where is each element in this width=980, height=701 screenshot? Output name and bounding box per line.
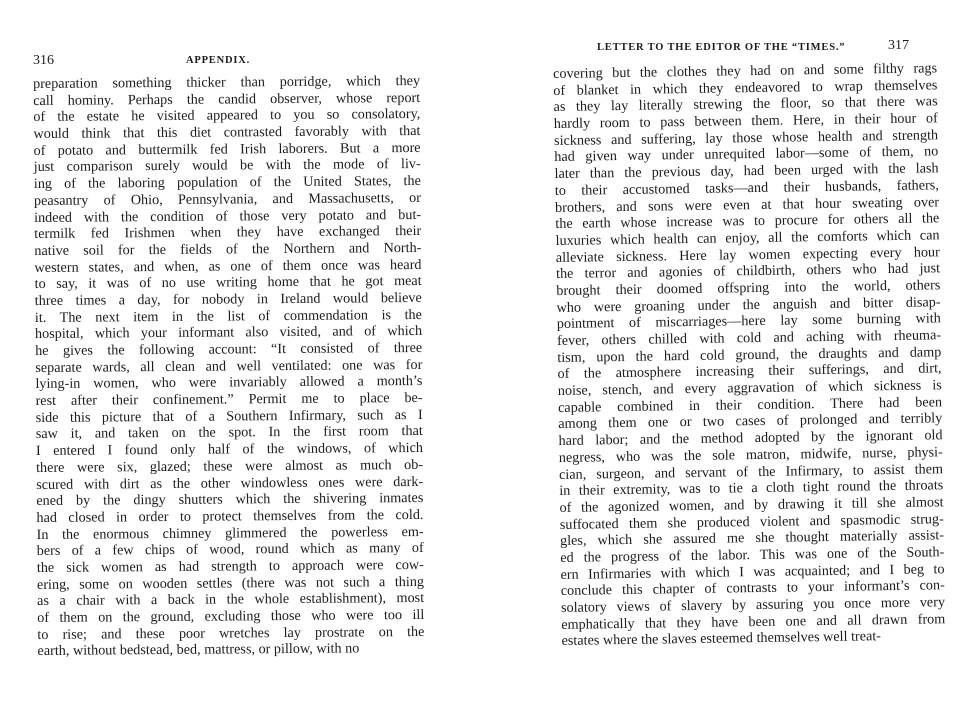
text-line: estates where the slaves esteemed themselves well treat- <box>561 628 882 650</box>
right-page-number: 317 <box>888 38 909 53</box>
text-line: as a chair with a back in the whole establishment), most <box>37 590 425 610</box>
text-line: saw it, and taken on the spot. In the first room that <box>35 423 423 443</box>
text-line: negress, who was the sole matron, midwife, nurse, physi- <box>558 444 943 466</box>
text-line: termilk fed Irishmen when they have exchanged their <box>34 223 422 243</box>
text-line: covering but the clothes they had on and some filthy rags <box>553 60 938 82</box>
text-line: among them one or two cases of prolonged and terribly <box>558 410 943 433</box>
text-line: three times a day, for nobody in Ireland would believe <box>34 289 422 309</box>
text-line: as they lay literally strewing the floor, so that there was <box>553 93 938 116</box>
text-line: just comparison surely would be with the mode of liv- <box>33 156 421 176</box>
text-line: he gives the following account: “It consisted of three <box>35 339 423 359</box>
left-page-number: 316 <box>33 53 54 68</box>
text-line: native soil for the fields of the Northern and North- <box>34 239 422 259</box>
text-line: who were groaning under the anguish and bitter disap- <box>556 293 941 316</box>
text-line: In the enormous chimney glimmered the powerless em- <box>36 523 424 543</box>
text-line: rest after their confinement.” Permit me to place be- <box>35 390 423 410</box>
text-line: I entered I found only half of the windows, of which <box>35 440 423 460</box>
text-line: of the estate he visited appeared to you so consolatory, <box>33 106 421 126</box>
text-line: earth, without bedstead, bed, mattress, or pillow, with no <box>37 640 360 660</box>
text-line: solatory views of slavery by assuring you once more very <box>560 594 946 616</box>
text-line: gles, which she assured me she thought materially assist- <box>559 527 945 550</box>
right-running-head: LETTER TO THE EDITOR OF THE “TIMES.” <box>597 42 846 53</box>
text-line: the sick women as had strength to approach were cow- <box>36 556 424 576</box>
text-line: tism, upon the hard cold ground, the draughts and damp <box>557 343 942 366</box>
text-line: suffocated them she produced violent and spasmodic strug- <box>559 510 944 533</box>
text-line: of the atmosphere increasing their sufferings, and dirt, <box>557 360 942 383</box>
text-line: noise, stench, and every aggravation of which sickness is <box>557 377 942 400</box>
text-line: luxuries which health can enjoy, all the comforts which can <box>555 227 940 249</box>
left-running-head: APPENDIX. <box>186 55 251 66</box>
text-line: separate wards, all clean and well ventilated: one was for <box>35 356 423 376</box>
text-line: indeed with the condition of those very potato and but- <box>34 206 422 226</box>
text-line: had closed in order to protect themselves from the cold. <box>36 506 424 526</box>
text-line: hard labor; and the method adopted by the ignorant old <box>558 427 943 450</box>
text-line: conclude this chapter of contrasts to your informant’s con- <box>560 577 945 600</box>
text-line: call hominy. Perhaps the candid observer, whose report <box>33 89 421 109</box>
text-line: it. The next item in the list of commendation is the <box>34 306 422 326</box>
text-line: there were six, glazed; these were almost as much ob- <box>36 456 424 476</box>
text-line: emphatically that they have been one and all drawn from <box>561 610 946 633</box>
text-line: fever, others chilled with cold and aching with rheuma- <box>556 327 942 349</box>
text-line: bers of a few chips of wood, round which as many of <box>36 540 424 560</box>
text-line: of them on the ground, excluding those who were too ill <box>37 606 425 626</box>
text-line: of the agonized women, and by drawing it till she almost <box>559 494 944 516</box>
text-line: western states, and when, as one of them once was heard <box>34 256 422 276</box>
text-line: later than the previous day, had been urged with the lash <box>554 160 939 183</box>
text-line: ern Infirmaries with which I was acquainted; and I beg to <box>560 560 945 583</box>
text-line: scured with dirt as the other windowless ones were dark- <box>36 473 424 493</box>
text-line: cian, surgeon, and servant of the Infirmary, to assist them <box>558 460 944 483</box>
text-line: peasantry of Ohio, Pennsylvania, and Massachusetts, or <box>33 189 422 209</box>
text-line: would think that this diet contrasted favorably with that <box>33 123 421 143</box>
text-line: capable combined in their condition. There had been <box>557 394 943 416</box>
text-line: to say, it was of no use writing home that he got meat <box>34 273 422 293</box>
text-line: hardly room to pass between them. Here, in their hour of <box>553 110 938 133</box>
text-line: ened by the dingy shutters which the shivering inmates <box>36 490 424 510</box>
text-line: of potato and buttermilk fed Irish laborers. But a more <box>33 139 421 159</box>
text-line: the earth whose increase was to procure for others all the <box>555 210 940 233</box>
text-line: to rise; and these poor wretches lay prostrate on the <box>37 623 425 643</box>
text-line: had given way under unrequited labor—some of them, no <box>554 143 939 166</box>
text-line: pointment of miscarriages—here lay some burning with <box>556 310 941 333</box>
text-line: in their extremity, was to tie a cloth tight round the throats <box>559 477 944 500</box>
text-line: alleviate sickness. Here lay women expecting every hour <box>555 243 940 266</box>
right-page-body <box>553 60 946 650</box>
text-line: ed the progress of the labor. This was one of the South- <box>560 544 945 566</box>
text-line: preparation something thicker than porridge, which they <box>33 72 421 92</box>
text-line: to their accustomed tasks—and their husbands, fathers, <box>554 177 939 199</box>
text-line: brought their doomed offspring into the world, others <box>556 277 941 299</box>
text-line: ering, some on wooden settles (there was not such a thing <box>36 573 425 593</box>
text-line: brothers, and sons were even at that hour sweating over <box>554 193 940 216</box>
text-line: the terror and agonies of childbirth, others who had just <box>555 260 941 283</box>
text-line: hospital, which your informant also visited, and of which <box>34 323 423 343</box>
text-line: sickness and suffering, lay those whose health and strength <box>553 127 939 149</box>
text-line: side this picture that of a Southern Infirmary, such as I <box>35 406 423 426</box>
text-line: lying-in women, who were invariably allowed a month’s <box>35 373 423 393</box>
text-line: of blanket in which they endeavored to wrap themselves <box>553 76 938 99</box>
text-line: ing of the laboring population of the United States, the <box>33 173 421 193</box>
